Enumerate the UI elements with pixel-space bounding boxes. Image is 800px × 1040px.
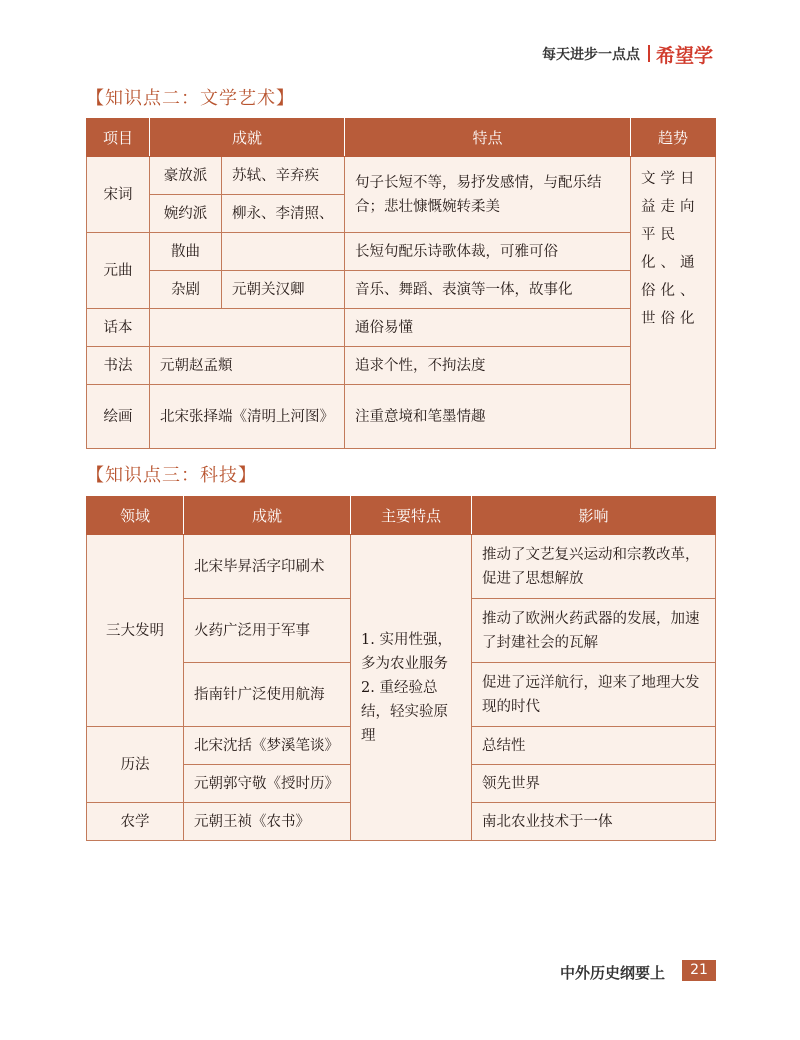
- influence-cell: 推动了欧洲火药武器的发展，加速了封建社会的瓦解: [472, 599, 716, 663]
- table-header-row: [87, 497, 716, 535]
- feature-cell: 注重意境和笔墨情趣: [345, 385, 631, 449]
- influence-cell: 南北农业技术于一体: [472, 803, 716, 841]
- header-cell: 成就: [150, 119, 345, 157]
- table-row: [87, 347, 716, 385]
- achievement-cell: 北宋张择端《清明上河图》: [150, 385, 345, 449]
- header-cell: 特点: [345, 119, 631, 157]
- type-cell: 杂剧: [150, 271, 222, 309]
- table-row: [87, 233, 716, 271]
- achievement-cell: 元朝赵孟頫: [150, 347, 345, 385]
- achievement-cell: 指南针广泛使用航海: [184, 663, 351, 727]
- book-title: 中外历史纲要上: [560, 964, 666, 982]
- achievement-cell: 北宋沈括《梦溪笔谈》: [184, 727, 351, 765]
- technology-table: [86, 496, 716, 841]
- trend-text: 文学日益走向平民化、通俗化、世俗化: [641, 171, 700, 327]
- people-cell: 柳永、李清照、: [222, 195, 345, 233]
- table-row: [87, 385, 716, 449]
- table-row: [87, 535, 716, 599]
- feature-cell: 音乐、舞蹈、表演等一体，故事化: [345, 271, 631, 309]
- people-cell: 元朝关汉卿: [222, 271, 345, 309]
- achievement-cell: 元朝郭守敬《授时历》: [184, 765, 351, 803]
- feature-cell: 追求个性，不拘法度: [345, 347, 631, 385]
- influence-cell: 推动了文艺复兴运动和宗教改革，促进了思想解放: [472, 535, 716, 599]
- achievement-cell: 北宋毕昇活字印刷术: [184, 535, 351, 599]
- feature-cell: 长短句配乐诗歌体裁，可雅可俗: [345, 233, 631, 271]
- literature-art-table: [86, 118, 716, 449]
- header-cell: 主要特点: [351, 497, 472, 535]
- category-cell: 绘画: [87, 385, 150, 449]
- category-cell: 话本: [87, 309, 150, 347]
- type-cell: 散曲: [150, 233, 222, 271]
- table-row: [87, 309, 716, 347]
- influence-cell: 总结性: [472, 727, 716, 765]
- people-cell: [222, 233, 345, 271]
- table-header-row: [87, 119, 716, 157]
- section3-title: 【知识点三：科技】: [86, 465, 257, 486]
- achievement-cell: 元朝王祯《农书》: [184, 803, 351, 841]
- features-cell: 1. 实用性强，多为农业服务 2. 重经验总结，轻实验原理: [351, 535, 472, 841]
- table-row: [87, 271, 716, 309]
- header-slogan: 每天进步一点点: [542, 47, 640, 63]
- achievement-cell: [150, 309, 345, 347]
- school-cell: 豪放派: [150, 157, 222, 195]
- category-cell: 宋词: [87, 157, 150, 233]
- people-cell: 苏轼、辛弃疾: [222, 157, 345, 195]
- page-number: 21: [682, 960, 716, 981]
- feature-cell: 通俗易懂: [345, 309, 631, 347]
- feature-cell: 句子长短不等，易抒发感情，与配乐结合；悲壮慷慨婉转柔美: [345, 157, 631, 233]
- header-cell: 项目: [87, 119, 150, 157]
- achievement-cell: 火药广泛用于军事: [184, 599, 351, 663]
- header-cell: 趋势: [631, 119, 716, 157]
- category-cell: 书法: [87, 347, 150, 385]
- header-cell: 影响: [472, 497, 716, 535]
- header-separator: [648, 45, 650, 62]
- header-cell: 成就: [184, 497, 351, 535]
- section2-title: 【知识点二：文学艺术】: [86, 88, 295, 109]
- field-cell: 历法: [87, 727, 184, 803]
- category-cell: 元曲: [87, 233, 150, 309]
- table-row: [87, 157, 716, 195]
- field-cell: 三大发明: [87, 535, 184, 727]
- brand-logo: 希望学: [656, 45, 714, 67]
- influence-cell: 领先世界: [472, 765, 716, 803]
- trend-cell: [631, 157, 716, 449]
- school-cell: 婉约派: [150, 195, 222, 233]
- influence-cell: 促进了远洋航行，迎来了地理大发现的时代: [472, 663, 716, 727]
- header-cell: 领域: [87, 497, 184, 535]
- field-cell: 农学: [87, 803, 184, 841]
